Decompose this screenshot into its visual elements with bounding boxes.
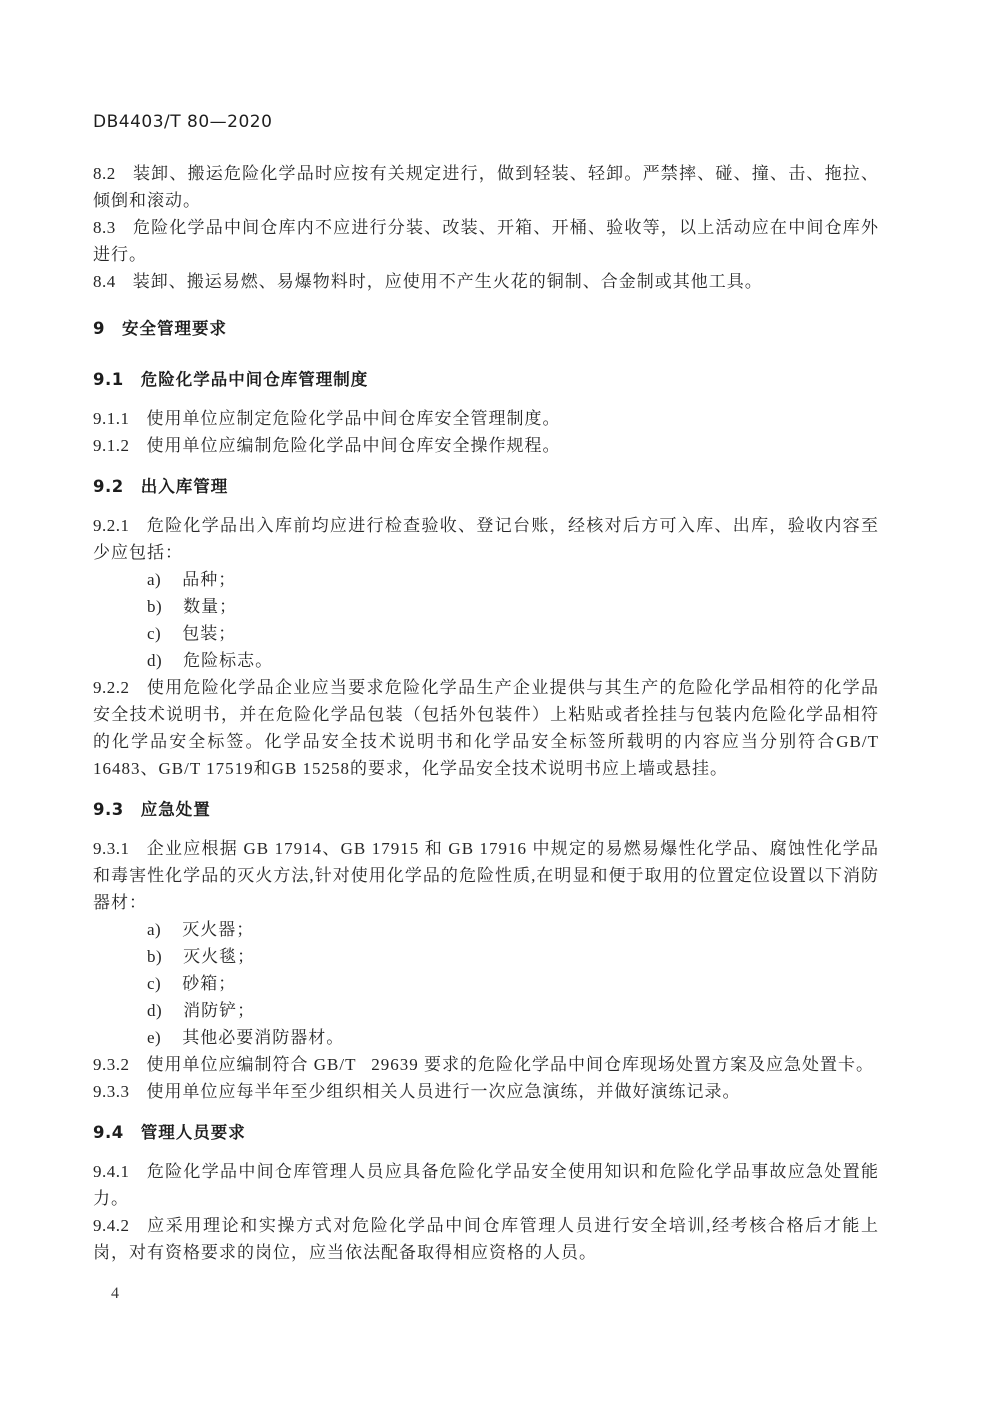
clause-number: 9.1.1 (93, 409, 130, 428)
clause-paragraph (93, 1078, 879, 1105)
clause-number: b) (147, 597, 163, 616)
clause-text: 装卸、搬运危险化学品时应按有关规定进行，做到轻装、轻卸。严禁摔、碰、撞、击、拖拉、倾倒和滚动。 (93, 164, 879, 210)
clause-text: 灭火毯； (183, 947, 256, 966)
clause-text: 危险标志。 (183, 651, 274, 670)
clause-text: 砂箱； (182, 974, 237, 993)
list-item (93, 593, 879, 620)
clause-paragraph (93, 214, 879, 268)
clause-text: 包装； (182, 624, 237, 643)
clause-number: 8.2 (93, 164, 116, 183)
clause-text: 数量； (183, 597, 238, 616)
list-item (93, 970, 879, 997)
section-heading (93, 366, 879, 393)
clause-paragraph (93, 432, 879, 459)
clause-text: 管理人员要求 (140, 1123, 246, 1142)
clause-text: 使用单位应编制危险化学品中间仓库安全操作规程。 (146, 436, 561, 455)
clause-number: 9.3.1 (93, 839, 130, 858)
clause-number: 9.4.2 (93, 1216, 130, 1235)
clause-text: 使用单位应制定危险化学品中间仓库安全管理制度。 (146, 409, 561, 428)
clause-number: 9.3.3 (93, 1082, 130, 1101)
clause-text: 危险化学品出入库前均应进行检查验收、登记台账，经核对后方可入库、出库，验收内容至少应包括： (93, 516, 879, 562)
clause-number: 9.3 (93, 800, 124, 819)
section-heading (93, 473, 879, 500)
clause-number: 9.4.1 (93, 1162, 130, 1181)
clause-paragraph (93, 160, 879, 214)
clause-paragraph (93, 835, 879, 916)
clause-number: c) (147, 974, 162, 993)
list-item (93, 943, 879, 970)
document-header-number: DB4403/T 80—2020 (93, 112, 273, 132)
clause-text: 危险化学品中间仓库管理制度 (140, 370, 369, 389)
document-content (93, 160, 879, 1266)
clause-text: 使用危险化学品企业应当要求危险化学品生产企业提供与其生产的危险化学品相符的化学品安全技术说明书，并在危险化学品包装（包括外包装件）上粘贴或者拴挂与包装内危险化学品相符的化学品安全标签。化学品安全技术说明书和化学品安全标签所载明的内容应当分别符合GB/T 16483、GB/T 17519和GB 15258的要求，化学品安全技术说明书应上墙或悬挂。 (93, 678, 879, 778)
list-item (93, 566, 879, 593)
clause-number: 8.3 (93, 218, 116, 237)
clause-text: 消防铲； (183, 1001, 256, 1020)
clause-number: 9.1.2 (93, 436, 130, 455)
clause-text: 应急处置 (140, 800, 211, 819)
clause-paragraph (93, 405, 879, 432)
clause-number: a) (147, 920, 162, 939)
clause-number: 9.1 (93, 370, 124, 389)
clause-text: 企业应根据 GB 17914、GB 17915 和 GB 17916 中规定的易燃易爆性化学品、腐蚀性化学品和毒害性化学品的灭火方法,针对使用化学品的危险性质,在明显和便于取用的位置定位设置以下消防器材： (93, 839, 879, 912)
clause-text: 使用单位应编制符合 GB/T 29639 要求的危险化学品中间仓库现场处置方案及应急处置卡。 (146, 1055, 874, 1074)
clause-paragraph (93, 268, 879, 295)
clause-number: b) (147, 947, 163, 966)
section-heading (93, 1119, 879, 1146)
clause-text: 应采用理论和实操方式对危险化学品中间仓库管理人员进行安全培训,经考核合格后才能上岗，对有资格要求的岗位，应当依法配备取得相应资格的人员。 (93, 1216, 879, 1262)
clause-number: 9 (93, 319, 105, 338)
clause-number: c) (147, 624, 162, 643)
clause-number: 9.2 (93, 477, 124, 496)
clause-paragraph (93, 1212, 879, 1266)
clause-number: 9.3.2 (93, 1055, 130, 1074)
clause-text: 使用单位应每半年至少组织相关人员进行一次应急演练，并做好演练记录。 (146, 1082, 741, 1101)
list-item (93, 1024, 879, 1051)
chapter-heading (93, 315, 879, 342)
clause-number: a) (147, 570, 162, 589)
clause-number: 8.4 (93, 272, 116, 291)
clause-paragraph (93, 674, 879, 782)
clause-text: 其他必要消防器材。 (182, 1028, 345, 1047)
clause-text: 危险化学品中间仓库管理人员应具备危险化学品安全使用知识和危险化学品事故应急处置能力。 (93, 1162, 879, 1208)
clause-text: 灭火器； (182, 920, 255, 939)
list-item (93, 620, 879, 647)
clause-number: 9.2.2 (93, 678, 130, 697)
clause-paragraph (93, 512, 879, 566)
section-heading (93, 796, 879, 823)
clause-paragraph (93, 1051, 879, 1078)
list-item (93, 916, 879, 943)
clause-text: 品种； (182, 570, 237, 589)
clause-paragraph (93, 1158, 879, 1212)
list-item (93, 997, 879, 1024)
clause-number: d) (147, 651, 163, 670)
clause-text: 危险化学品中间仓库内不应进行分装、改装、开箱、开桶、验收等，以上活动应在中间仓库外进行。 (93, 218, 879, 264)
list-item (93, 647, 879, 674)
clause-number: 9.4 (93, 1123, 124, 1142)
clause-text: 出入库管理 (140, 477, 229, 496)
clause-number: d) (147, 1001, 163, 1020)
clause-number: e) (147, 1028, 162, 1047)
clause-text: 安全管理要求 (121, 319, 227, 338)
page-number: 4 (111, 1285, 119, 1302)
clause-text: 装卸、搬运易燃、易爆物料时，应使用不产生火花的铜制、合金制或其他工具。 (132, 272, 763, 291)
clause-number: 9.2.1 (93, 516, 130, 535)
